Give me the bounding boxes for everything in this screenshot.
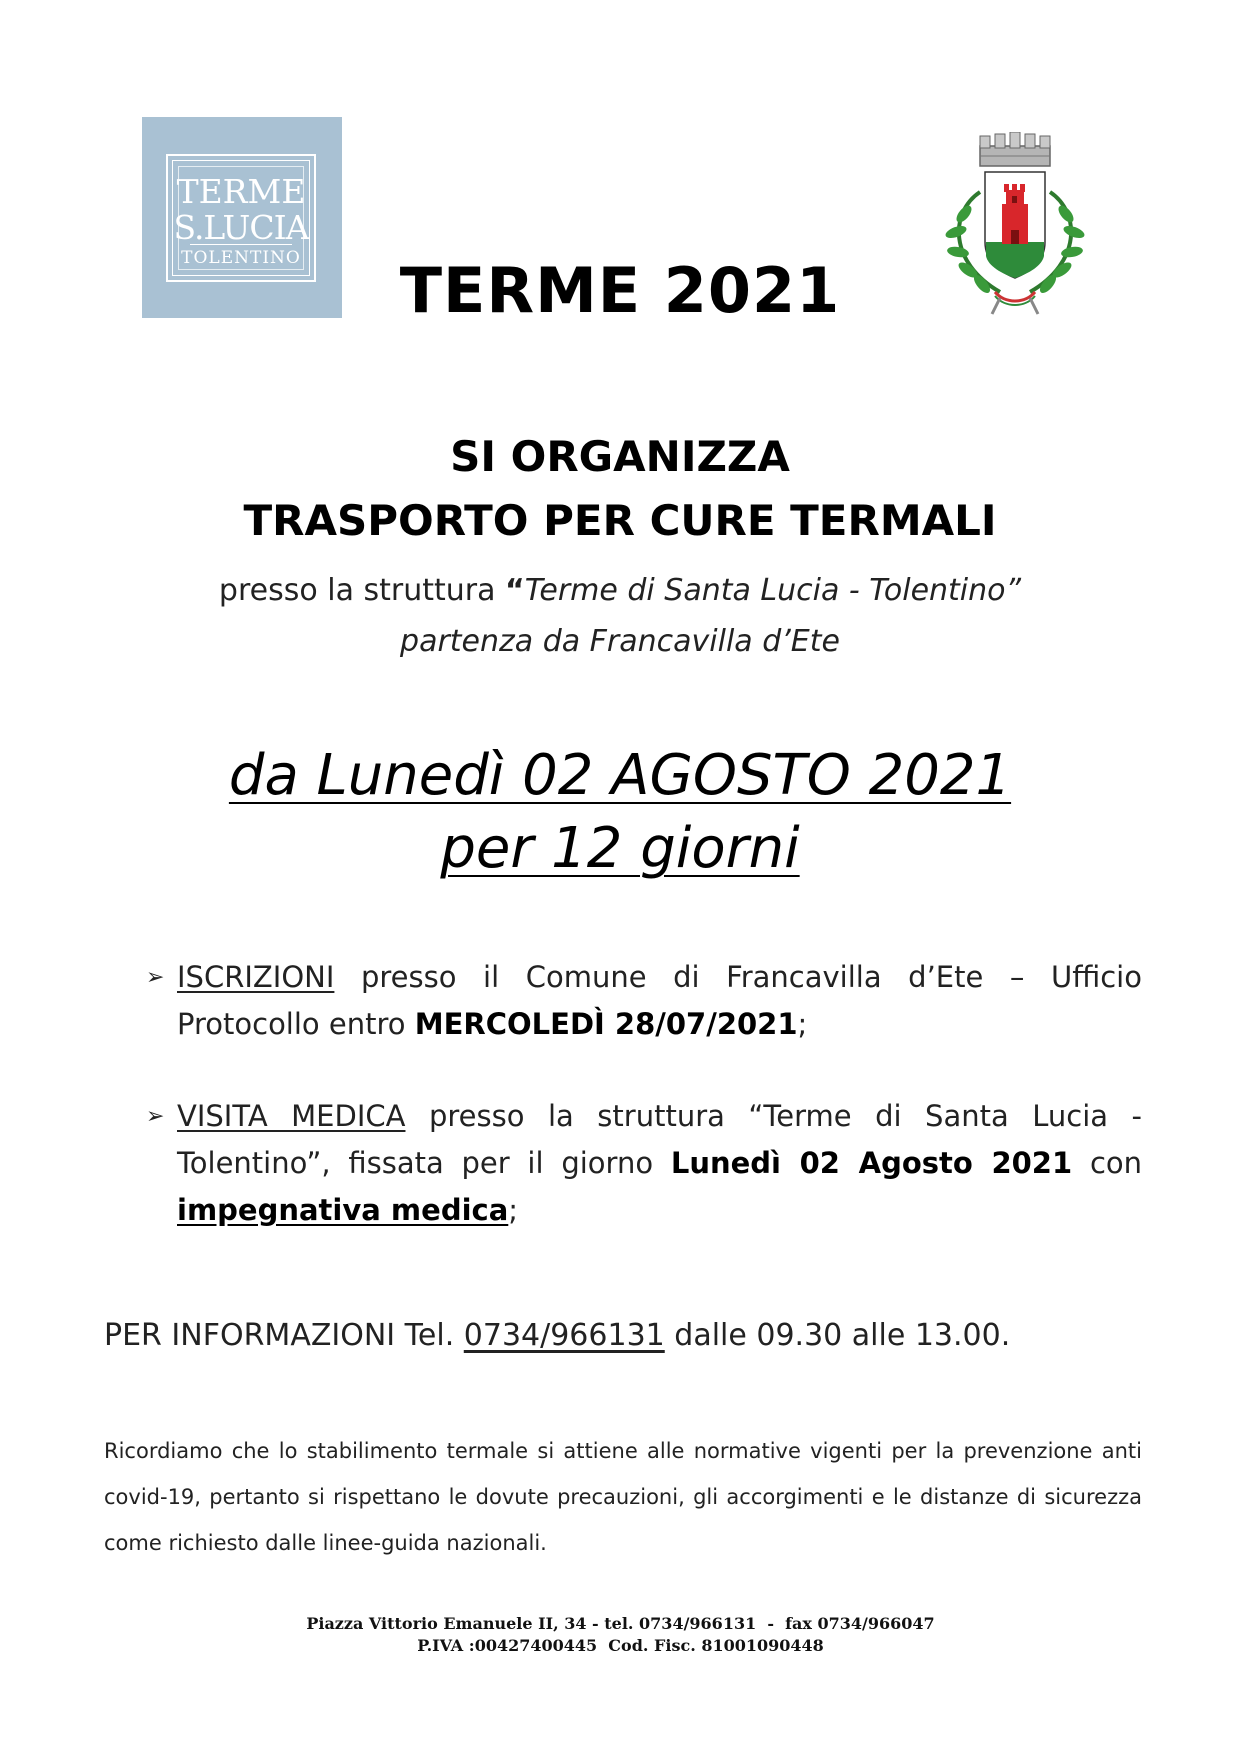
- bullet-bold: Lunedì 02 Agosto 2021: [670, 1146, 1073, 1180]
- info-prefix: PER INFORMAZIONI Tel.: [104, 1318, 464, 1353]
- page-title: TERME 2021: [399, 254, 841, 327]
- subtitle-venue-line: [100, 573, 1140, 608]
- subtitle-quote-open: “: [505, 573, 525, 608]
- bullet-medical-visit-text: [177, 1093, 1142, 1234]
- subtitle-venue: Terme di Santa Lucia - Tolentino”: [524, 573, 1022, 608]
- footer-address: Piazza Vittorio Emanuele II, 34 - tel. 0734/966131 - fax 0734/966047: [306, 1614, 935, 1633]
- bullet-bold-underlined: impegnativa medica: [177, 1193, 509, 1227]
- start-date-line: [120, 743, 1120, 808]
- logo-line-terme: TERME: [176, 172, 306, 211]
- start-date-text: da Lunedì 02 AGOSTO 2021: [228, 743, 1012, 808]
- logo-frame: [166, 154, 316, 282]
- bullet-medical-visit: [146, 1093, 1142, 1234]
- covid-note: Ricordiamo che lo stabilimento termale si attiene alle normative vigenti per la prevenzione anti covid-19, pertanto si rispettano le dovute precauzioni, gli accorgimenti e le distanze di sicurezza come richiesto dalle linee-guida nazionali.: [104, 1439, 1142, 1555]
- arrowhead-bullet-icon: ➢: [146, 965, 165, 990]
- bullet-text-mid: con: [1072, 1146, 1143, 1180]
- bullet-text-end: ;: [797, 1007, 808, 1041]
- arrowhead-bullet-icon: ➢: [146, 1104, 165, 1129]
- heading-line-1: SI ORGANIZZA: [450, 432, 790, 481]
- info-phone: 0734/966131: [463, 1318, 665, 1353]
- footer-tax-ids: P.IVA :00427400445 Cod. Fisc. 81001090448: [417, 1636, 824, 1655]
- logo-line-tolentino: TOLENTINO: [168, 248, 314, 268]
- bullet-text: presso la struttura “Terme di Santa Lucia - Tolentino”, fissata per il giorno: [177, 1099, 1143, 1180]
- bullet-registrations: [146, 954, 1142, 1048]
- bullet-registrations-text: [177, 954, 1142, 1048]
- municipal-coat-of-arms-icon: [940, 132, 1090, 322]
- logo-line-slucia: S.LUCIA: [173, 208, 309, 247]
- duration-line: [120, 816, 1120, 881]
- subtitle-departure-line: partenza da Francavilla d’Ete: [400, 624, 840, 659]
- subtitle-prefix: presso la struttura: [218, 573, 506, 608]
- info-line: [104, 1318, 1010, 1353]
- bullet-text-end: ;: [508, 1193, 519, 1227]
- heading-line-2: TRASPORTO PER CURE TERMALI: [243, 496, 997, 545]
- bullet-label: VISITA MEDICA: [177, 1099, 406, 1133]
- bullet-text: presso il Comune di Francavilla d’Ete – Ufficio Protocollo entro: [177, 960, 1142, 1041]
- duration-text: per 12 giorni: [440, 816, 800, 881]
- bullet-label: ISCRIZIONI: [177, 960, 335, 994]
- bullet-bold: MERCOLEDÌ 28/07/2021: [414, 1007, 798, 1041]
- info-suffix: dalle 09.30 alle 13.00.: [664, 1318, 1011, 1353]
